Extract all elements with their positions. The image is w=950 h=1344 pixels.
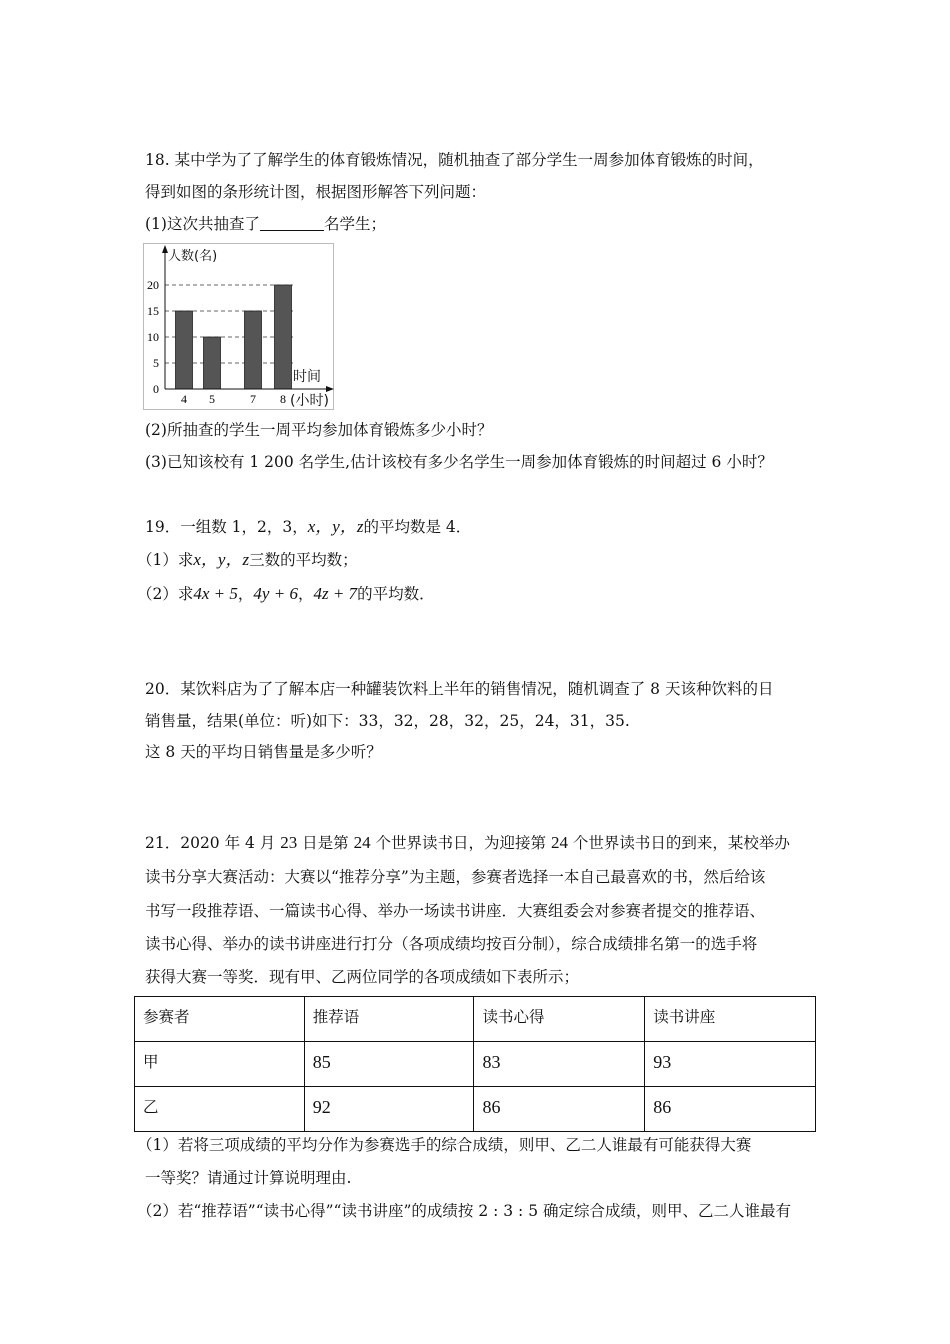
q18-line2: 得到如图的条形统计图，根据图形解答下列问题： [145,183,487,201]
table-cell: 86 [474,1087,645,1132]
table-header-cell: 参赛者 [135,997,305,1042]
q21-line2: 读书分享大赛活动：大赛以“推荐分享”为主题，参赛者选择一本自己最喜欢的书，然后给该 [145,868,766,886]
q19-sep2: ， [297,585,314,603]
q21-line5: 获得大赛一等奖．现有甲、乙两位同学的各项成绩如下表所示； [145,968,580,986]
q19-part1 [137,550,358,570]
y-tick-label: 20 [147,278,159,292]
q21-line3: 书写一段推荐语、一篇读书心得、举办一场读书讲座．大赛组委会对参赛者提交的推荐语、 [145,902,766,920]
q18-line1: 18. 某中学为了了解学生的体育锻炼情况，随机抽查了部分学生一周参加体育锻炼的时间， [145,151,764,169]
q21-line4: 读书心得、举办的读书讲座进行打分（各项成绩均按百分制），综合成绩排名第一的选手将 [145,935,758,953]
q18-part2: (2)所抽查的学生一周平均参加体育锻炼多少小时？ [145,421,493,439]
x-tick-label: 5 [209,392,215,406]
q19-expr2: 4y + 6 [253,584,298,603]
y-tick-label: 15 [147,304,159,318]
q19-expr1: 4x + 5 [193,584,238,603]
q21-part1-line1: （1）若将三项成绩的平均分作为参赛选手的综合成绩，则甲、乙二人谁最有可能获得大赛 [137,1136,752,1154]
q21-line1-num1: 24 [353,833,371,852]
chart-x-ticks [181,392,286,406]
q19-part1-vars: x，y，z [193,550,250,569]
table-header-cell: 读书讲座 [645,997,816,1042]
q20-line2: 销售量，结果(单位：听)如下：33，32，28，32，25，24，31，35. [145,712,630,730]
q18-part1-pre: (1)这次共抽查了 [145,215,260,233]
x-axis-label-line2: (小时) [290,393,329,409]
table-cell: 83 [474,1042,645,1087]
q19-part1-post: 三数的平均数； [249,551,358,569]
table-row [135,1042,816,1087]
q19-part1-pre: （1）求 [137,551,194,569]
q19-part2-pre: （2）求 [137,585,194,603]
y-tick-label: 10 [147,330,159,344]
q21-part2-line1: （2）若“推荐语”“读书心得”“读书讲座”的成绩按 2 : 3 : 5 确定综合成绩，则甲、乙二人谁最有 [137,1202,791,1220]
bar-chart [143,243,335,411]
answer-blank [260,216,324,231]
table-cell: 93 [645,1042,816,1087]
y-tick-label: 5 [153,356,159,370]
y-axis-label: 人数(名) [168,249,218,264]
q19-line1-vars: x，y，z [307,517,364,536]
chart-bars [176,285,292,389]
x-tick-label: 8 [280,392,286,406]
q21-line1-e: 个世界读书日，为迎接第 [370,834,551,852]
q21-line1-day: 23 [280,833,298,852]
q19-sep1: ， [237,585,254,603]
q21-part1-line2: 一等奖？请通过计算说明理由. [145,1169,352,1187]
q19-expr3: 4z + 7 [313,584,358,603]
q21-line1-a: 21．2020 年 4 月 [145,834,281,852]
table-cell: 乙 [135,1087,305,1132]
q19-part2 [137,584,435,604]
table-header-cell: 读书心得 [474,997,645,1042]
table-cell: 85 [304,1042,474,1087]
q19-line1 [145,517,471,537]
table-cell: 86 [645,1087,816,1132]
bar-8 [275,285,292,389]
table-header-cell: 推荐语 [304,997,474,1042]
x-axis-arrow [326,386,334,392]
x-tick-label: 7 [250,392,256,406]
table-row [135,1087,816,1132]
chart-y-ticks [147,278,159,396]
q18-part3: (3)已知该校有 1 200 名学生,估计该校有多少名学生一周参加体育锻炼的时间超过 6 小时？ [145,453,773,471]
q20-line3: 这 8 天的平均日销售量是多少听？ [145,743,382,761]
x-axis-label-line1: 时间 [293,369,321,385]
q20-line1: 20．某饮料店为了了解本店一种罐装饮料上半年的销售情况，随机调查了 8 天该种饮料的日 [145,680,774,698]
q21-line1-g: 个世界读书日的到来，某校举办 [567,834,790,852]
table-header-row [135,997,816,1042]
table-cell: 92 [304,1087,474,1132]
q18-part1-post: 名学生； [323,215,386,233]
bar-4 [176,311,193,389]
q21-line1 [145,833,790,853]
x-tick-label: 4 [181,392,187,406]
bar-7 [245,311,262,389]
q19-part2-post: 的平均数． [357,585,435,603]
bar-5 [204,337,221,389]
q18-part1 [145,214,386,234]
table-cell: 甲 [135,1042,305,1087]
q19-line1-post: 的平均数是 4． [363,518,472,536]
scores-table [134,996,816,1132]
q21-line1-num2: 24 [550,833,568,852]
q19-line1-pre: 19．一组数 1，2，3， [145,518,308,536]
q21-line1-c: 日是第 [297,834,354,852]
y-tick-label: 0 [153,382,159,396]
